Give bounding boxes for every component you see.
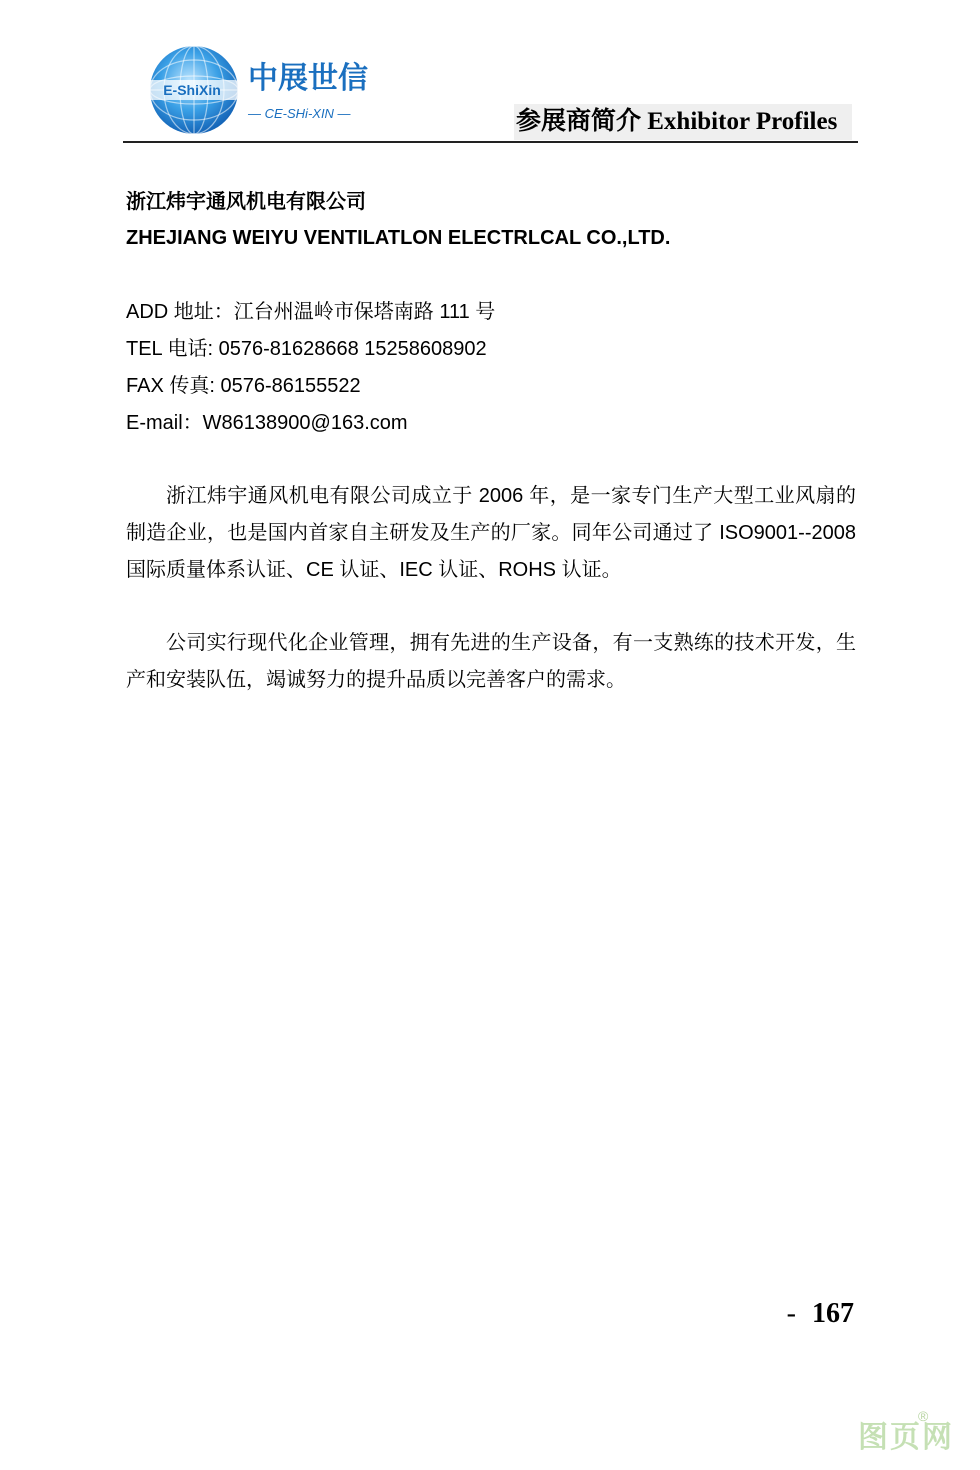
company-logo: [134, 44, 396, 138]
logo-badge-text: E-ShiXin: [163, 82, 221, 98]
logo-sub-text: — CE-SHi-XIN —: [248, 106, 351, 121]
logo-cn-name: 中展世信: [248, 61, 368, 96]
company-management-paragraph: 公司实行现代化企业管理，拥有先进的生产设备，有一支熟练的技术开发，生产和安装队伍，竭诚努力的提升品质以完善客户的需求。: [126, 632, 856, 691]
contact-info: [126, 294, 856, 442]
page-number-dash: -: [786, 1298, 796, 1329]
contact-email: E-mail：W86138900@163.com: [126, 412, 408, 434]
contact-address: ADD 地址：江台州温岭市保塔南路 111 号: [126, 301, 496, 323]
contact-phone: TEL 电话: 0576-81628668 15258608902: [126, 338, 487, 360]
company-intro-paragraph: 浙江炜宇通风机电有限公司成立于 2006 年，是一家专门生产大型工业风扇的制造企业，也是国内首家自主研发及生产的厂家。同年公司通过了 ISO9001--2008 国际质量体系认证、CE 认证、IEC 认证、ROHS 认证。: [126, 485, 856, 581]
company-name-en: ZHEJIANG WEIYU VENTILATLON ELECTRLCAL CO.,LTD.: [126, 227, 671, 249]
page-number: [787, 1296, 854, 1332]
header-divider: [123, 141, 858, 143]
exhibitor-profile: [126, 186, 856, 699]
watermark-registered-icon: ®: [918, 1408, 929, 1424]
company-name-cn: 浙江炜宇通风机电有限公司: [126, 191, 366, 213]
watermark: 图页网: [858, 1421, 954, 1454]
globe-logo-icon: [134, 44, 396, 138]
section-title: 参展商简介 Exhibitor Profiles: [514, 104, 852, 140]
page-number-value: 167: [812, 1298, 854, 1329]
contact-fax: FAX 传真: 0576-86155522: [126, 375, 361, 397]
